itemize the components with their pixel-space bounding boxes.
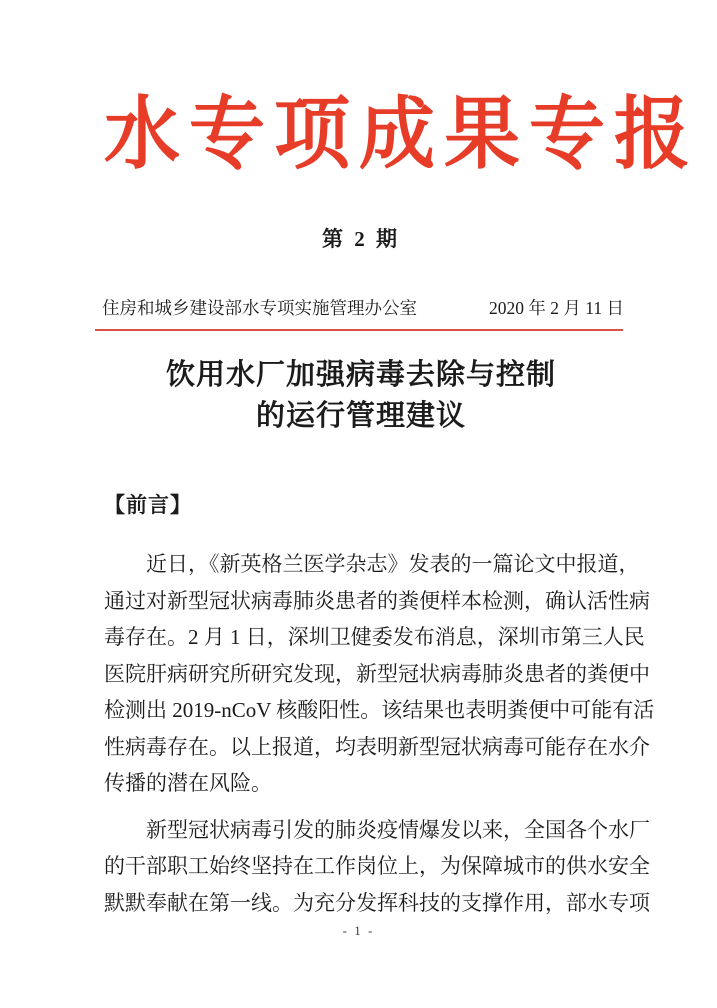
body-line: 医院肝病研究所研究发现，新型冠状病毒肺炎患者的粪便中 xyxy=(104,661,650,686)
paragraph-1 xyxy=(104,546,655,802)
divider-rule xyxy=(95,329,623,331)
article-title xyxy=(104,355,618,437)
paragraph-2 xyxy=(104,812,650,922)
body-text xyxy=(104,546,655,921)
body-line: 通过对新型冠状病毒肺炎患者的粪便样本检测，确认活性病 xyxy=(104,588,650,613)
body-line: 的干部职工始终坚持在工作岗位上，为保障城市的供水安全 xyxy=(104,854,650,878)
body-line: 近日，《新英格兰医学杂志》发表的一篇论文中报道， xyxy=(146,552,640,576)
page-number: - 1 - xyxy=(342,923,375,938)
body-line: 性病毒存在。以上报道，均表明新型冠状病毒可能存在水介 xyxy=(104,734,650,759)
body-line: 默默奉献在第一线。为充分发挥科技的支撑作用，部水专项 xyxy=(104,890,650,915)
publication-line xyxy=(102,296,624,320)
body-line: 检测出 2019-nCoV 核酸阳性。该结果也表明粪便中可能有活 xyxy=(104,698,655,722)
document-content xyxy=(0,84,717,921)
body-line: 毒存在。2 月 1 日，深圳卫健委发布消息，深圳市第三人民 xyxy=(104,625,645,649)
section-heading-foreword: 【前言】 xyxy=(104,493,192,517)
issue-date: 2020 年 2 月 11 日 xyxy=(489,298,624,318)
article-title-line2: 的运行管理建议 xyxy=(255,400,466,432)
article-title-line1: 饮用水厂加强病毒去除与控制 xyxy=(165,359,556,391)
masthead-title: 水专项成果专报 xyxy=(104,91,699,179)
publisher-name: 住房和城乡建设部水专项实施管理办公室 xyxy=(102,298,417,318)
body-line: 传播的潜在风险。 xyxy=(104,771,272,795)
body-line: 新型冠状病毒引发的肺炎疫情爆发以来，全国各个水厂 xyxy=(146,817,650,842)
issue-label: 第 2 期 xyxy=(322,227,400,251)
